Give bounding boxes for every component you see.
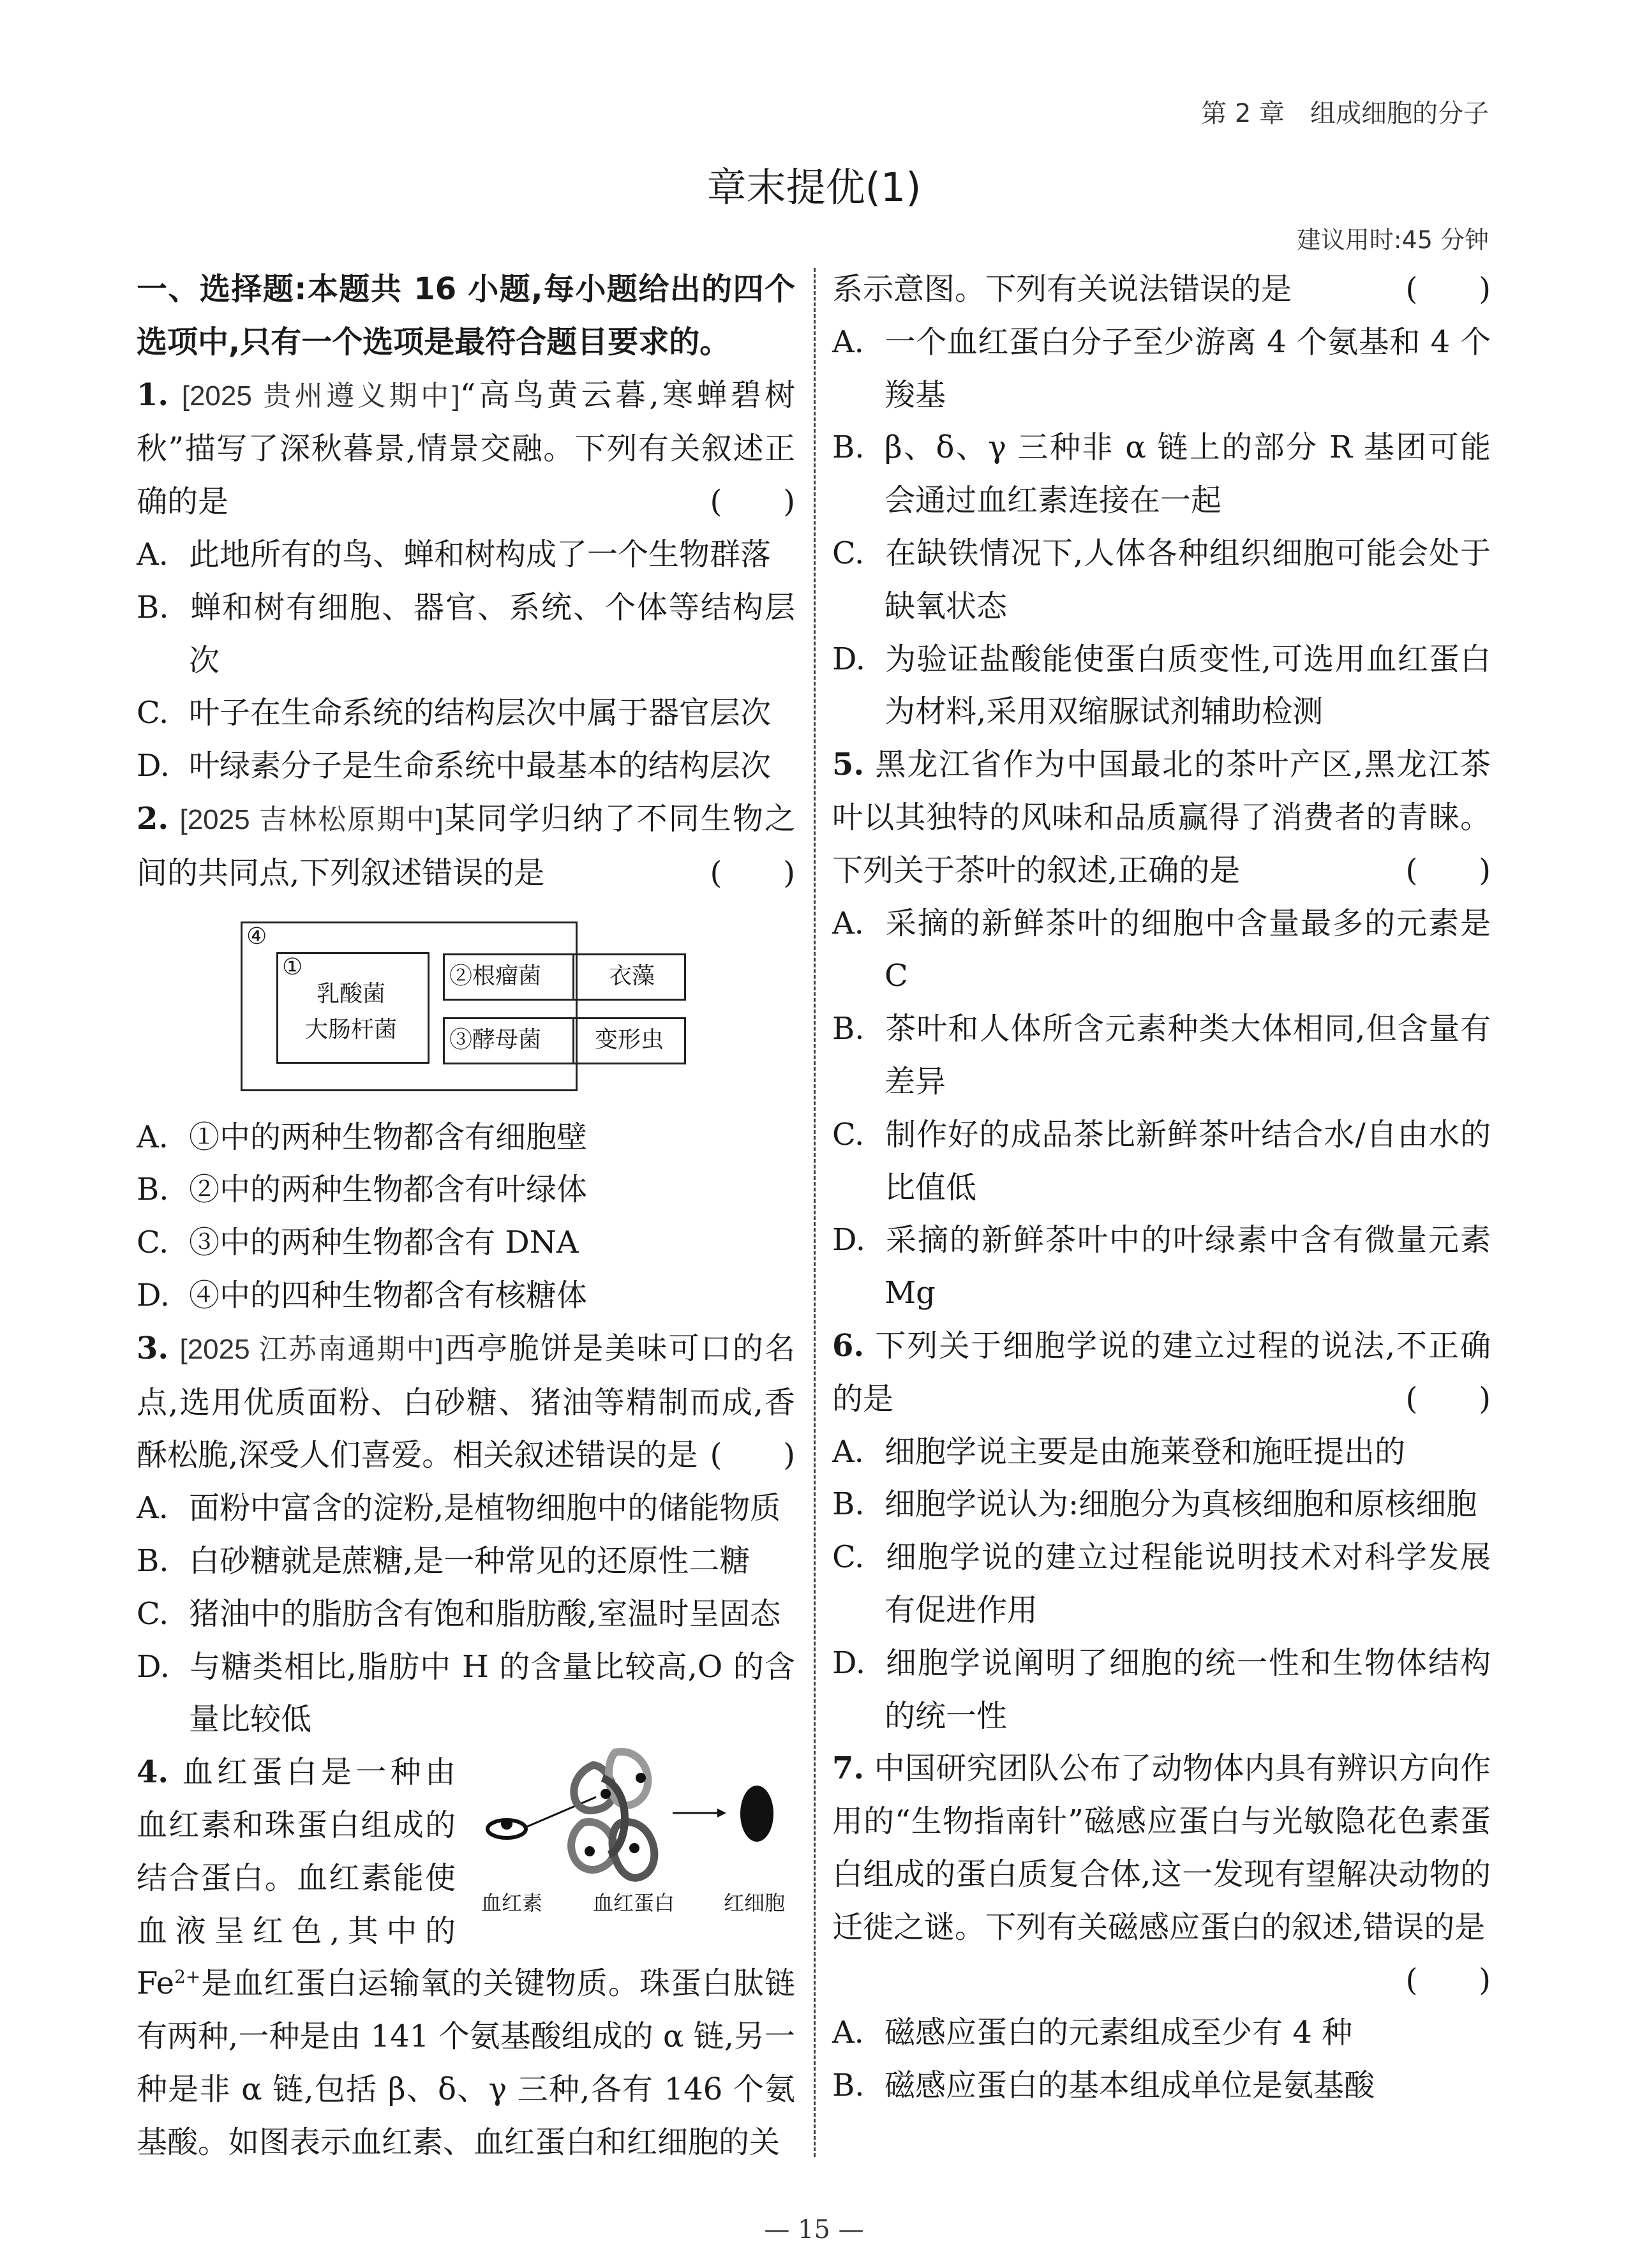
option-text: 为验证盐酸能使蛋白质变性,可选用血红蛋白为材料,采用双缩脲试剂辅助检测 [885,641,1491,730]
left-column [137,263,795,2168]
chapter-header: 第 2 章 组成细胞的分子 [1201,99,1489,128]
answer-blank[interactable]: ( ) [710,484,795,520]
option-label: C. [137,1225,169,1261]
option-label: B. [832,1011,865,1047]
option-text: 面粉中富含的淀粉,是植物细胞中的储能物质 [189,1490,781,1526]
stem-line: 血液呈红色,其中的 [137,1913,456,1949]
figure-label-hemoglobin: 血红蛋白 [593,1891,675,1916]
organism-rhizobium: 根瘤菌 [472,962,542,989]
organism-chlamydomonas: 衣藻 [609,962,655,989]
option-a [832,316,1491,422]
answer-blank[interactable]: ( ) [1405,1962,1491,1998]
question-number: 4. [137,1754,169,1791]
option-text: 此地所有的鸟、蝉和树构成了一个生物群落 [189,536,772,572]
question-4-tail [832,263,1491,316]
option-text: 叶子在生命系统的结构层次中属于器官层次 [189,695,772,731]
option-label: D. [137,1277,170,1313]
iron-symbol: Fe [137,1966,175,2002]
option-label: A. [832,905,864,941]
question-number: 3. [137,1330,169,1366]
option-text: 采摘的新鲜茶叶的细胞中含量最多的元素是 C [885,905,1491,994]
option-label: D. [832,1645,866,1681]
option-c [832,527,1491,633]
page-title: 章末提优(1) [706,164,922,211]
option-text: 在缺铁情况下,人体各种组织细胞可能会处于缺氧状态 [885,535,1491,624]
option-text: 猪油中的脂肪含有饱和脂肪酸,室温时呈固态 [189,1595,781,1632]
option-label: A. [137,536,168,572]
option-label: B. [137,589,169,625]
question-5-stem [832,738,1491,897]
option-a [137,1111,795,1164]
option-a [832,1426,1491,1479]
option-c [137,1588,795,1641]
figure-label-heme: 血红素 [481,1891,543,1916]
option-label: C. [137,695,169,731]
option-d [832,1637,1491,1743]
organism-amoeba: 变形虫 [595,1026,664,1053]
stem-line: 结合蛋白。血红素能使 [137,1860,456,1896]
option-label: C. [832,1116,865,1153]
option-b [137,1163,795,1216]
organism-e-coli: 大肠杆菌 [305,1016,398,1043]
option-d [832,1214,1491,1320]
option-b [137,581,795,687]
option-text: 蝉和树有细胞、器官、系统、个体等结构层次 [189,589,795,678]
option-c [137,687,795,740]
suggested-time: 建议用时:45 分钟 [1296,226,1489,254]
question-source: [2025 江苏南通期中] [179,1333,444,1365]
option-label: B. [832,2068,865,2104]
option-text: 白砂糖就是蔗糖,是一种常见的还原性二糖 [189,1542,751,1579]
arrow-icon [673,1809,726,1817]
option-d [137,1641,795,1747]
option-text: 与糖类相比,脂肪中 H 的含量比较高,O 的含量比较低 [189,1648,795,1738]
option-d [137,740,795,793]
option-label: A. [832,2015,864,2051]
option-label: B. [832,1486,865,1523]
hemoglobin-illustration [481,1740,794,1893]
question-4-stem-beside-figure [137,1746,456,1957]
option-label: C. [137,1595,169,1632]
option-text: ③中的两种生物都含有 DNA [189,1225,579,1261]
question-3-stem [137,1322,795,1482]
heme-icon [488,1818,526,1838]
group-3-label: ③ [449,1026,473,1053]
question-number: 7. [832,1750,865,1787]
red-blood-cell-icon [740,1786,773,1842]
question-text: 下列关于细胞学说的建立过程的说法,不正确的是 [832,1327,1491,1417]
option-d [832,633,1491,739]
section-heading: 一、选择题:本题共 16 小题,每小题给出的四个选项中,只有一个选项是最符合题目要求的。 [137,271,795,360]
option-b [832,1003,1491,1108]
group-3-row [449,1027,541,1053]
option-label: A. [137,1490,168,1526]
option-text: 细胞学说的建立过程能说明技术对科学发展有促进作用 [885,1539,1491,1628]
group-2-divider [572,953,574,1001]
group-4-label: ④ [246,923,267,950]
question-text: “高鸟黄云暮,寒蝉碧树秋”描写了深秋暮景,情景交融。下列有关叙述正确的是 [137,377,795,520]
option-text: ②中的两种生物都含有叶绿体 [189,1172,588,1208]
option-text: 采摘的新鲜茶叶中的叶绿素中含有微量元素 Mg [885,1222,1491,1311]
page-number: — 15 — [764,2215,864,2244]
question-number: 2. [137,800,169,837]
option-text: 磁感应蛋白的基本组成单位是氨基酸 [885,2068,1375,2104]
stem-line: 血红素和珠蛋白组成的 [137,1807,456,1843]
option-b [832,2059,1491,2112]
option-b [832,1478,1491,1531]
option-text: 磁感应蛋白的元素组成至少有 4 种 [885,2015,1353,2051]
group-1-label: ① [282,953,303,980]
option-text: ①中的两种生物都含有细胞壁 [189,1119,588,1155]
answer-blank[interactable]: ( ) [1405,271,1491,307]
option-text: 制作好的成品茶比新鲜茶叶结合水/自由水的比值低 [885,1116,1491,1205]
option-label: D. [832,1222,866,1258]
option-a [137,1482,795,1535]
option-label: B. [137,1172,169,1208]
option-label: D. [832,641,866,677]
question-number: 6. [832,1327,865,1364]
question-6-stem [832,1320,1491,1426]
question-4-intro [137,1746,795,1957]
organism-lactobacillus: 乳酸菌 [317,980,386,1007]
organism-classification-diagram [137,900,795,1111]
option-label: A. [832,1433,864,1470]
question-text-tail: 系示意图。下列有关说法错误的是 [832,271,1292,307]
right-column [832,263,1491,2112]
option-d [137,1269,795,1322]
option-a [832,2006,1491,2059]
option-b [137,1535,795,1588]
question-4-stem-continued [137,1957,795,2168]
option-c [832,1108,1491,1214]
answer-blank[interactable]: ( ) [1405,852,1491,888]
option-c [137,1216,795,1269]
option-label: A. [832,324,864,360]
option-a [137,528,795,581]
question-source: [2025 贵州遵义期中] [181,380,460,412]
option-text: ④中的四种生物都含有核糖体 [189,1277,588,1313]
option-a [832,897,1491,1003]
stem-text: 血红蛋白是一种由 [182,1754,456,1791]
option-label: B. [137,1542,169,1579]
option-label: D. [137,1648,170,1685]
option-label: B. [832,429,865,466]
hemoglobin-figure [481,1740,794,1957]
group-3-divider [572,1017,574,1064]
option-text: 细胞学说阐明了细胞的统一性和生物体结构的统一性 [885,1645,1491,1734]
question-text: 西亭脆饼是美味可口的名点,选用优质面粉、白砂糖、猪油等精制而成,香酥松脆,深受人们喜爱。相关叙述错误的是 [137,1330,795,1473]
option-text: β、δ、γ 三种非 α 链上的部分 R 基团可能会通过血红素连接在一起 [885,429,1491,519]
option-text: 细胞学说认为:细胞分为真核细胞和原核细胞 [885,1486,1477,1523]
group-2-label: ② [449,962,473,989]
option-label: D. [137,748,170,784]
question-number: 5. [832,747,865,783]
option-b [832,421,1491,527]
answer-blank[interactable]: ( ) [1405,1380,1491,1417]
option-label: C. [832,535,865,571]
column-divider [814,268,816,2157]
option-label: A. [137,1119,168,1155]
question-text: 某同学归纳了不同生物之间的共同点,下列叙述错误的是 [137,800,795,891]
question-2-stem [137,793,795,900]
question-number: 1. [137,377,169,413]
iron-charge: 2+ [174,1966,201,1988]
option-text: 细胞学说主要是由施莱登和施旺提出的 [885,1433,1406,1470]
question-text: 黑龙江省作为中国最北的茶叶产区,黑龙江茶叶以其独特的风味和品质赢得了消费者的青睐。下列关于茶叶的叙述,正确的是 [832,747,1491,888]
answer-blank[interactable]: ( ) [710,854,795,891]
question-text: 中国研究团队公布了动物体内具有辨识方向作用的“生物指南针”磁感应蛋白与光敏隐花色素蛋白组成的蛋白质复合体,这一发现有望解决动物的迁徙之谜。下列有关磁感应蛋白的叙述,错误的是 [832,1750,1491,1945]
figure-label-red-blood-cell: 红细胞 [724,1891,786,1916]
question-source: [2025 吉林松原期中] [179,803,444,835]
question-text: 是血红蛋白运输氧的关键物质。珠蛋白肽链有两种,一种是由 141 个氨基酸组成的 α 链,另一种是非 α 链,包括 β、δ、γ 三种,各有 146 个氨基酸。如图表示血红素、血红蛋白和红细胞的关 [137,1966,795,2160]
option-c [832,1531,1491,1637]
question-7-stem [832,1742,1491,2006]
answer-blank[interactable]: ( ) [710,1437,795,1473]
option-text: 叶绿素分子是生命系统中最基本的结构层次 [189,748,772,784]
question-1-stem [137,369,795,528]
option-label: C. [832,1539,865,1576]
option-text: 一个血红蛋白分子至少游离 4 个氨基和 4 个羧基 [885,324,1491,413]
option-text: 茶叶和人体所含元素种类大体相同,但含量有差异 [885,1011,1491,1100]
organism-yeast: 酵母菌 [472,1026,542,1053]
group-2-row [449,964,541,989]
stem-line [137,1746,456,1799]
hemoglobin-icon [571,1752,654,1878]
